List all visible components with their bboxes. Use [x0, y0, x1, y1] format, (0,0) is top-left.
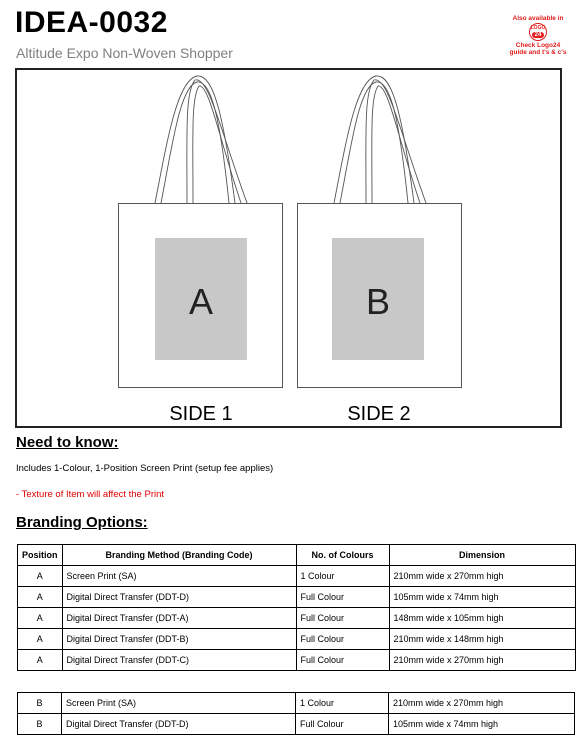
colours-cell: Full Colour [296, 714, 389, 735]
position-cell: A [18, 587, 63, 608]
colours-cell: Full Colour [296, 587, 389, 608]
product-name: Altitude Expo Non-Woven Shopper [16, 45, 233, 61]
method-cell: Digital Direct Transfer (DDT-D) [62, 714, 296, 735]
table-row [18, 566, 576, 587]
product-code: IDEA-0032 [15, 6, 168, 39]
method-cell: Digital Direct Transfer (DDT-C) [62, 650, 296, 671]
dimension-cell: 210mm wide x 270mm high [389, 566, 575, 587]
column-header: Branding Method (Branding Code) [62, 545, 296, 566]
logo24-badge [504, 15, 572, 56]
column-header: Dimension [389, 545, 575, 566]
colours-cell: Full Colour [296, 650, 389, 671]
table-row [18, 587, 576, 608]
logo24-icon [529, 23, 547, 41]
table-row [18, 629, 576, 650]
side-1-label: SIDE 1 [169, 403, 233, 425]
colours-cell: 1 Colour [296, 566, 389, 587]
dimension-cell: 105mm wide x 74mm high [389, 587, 575, 608]
need-to-know-heading: Need to know: [16, 434, 119, 451]
position-cell: A [18, 629, 63, 650]
method-cell: Digital Direct Transfer (DDT-A) [62, 608, 296, 629]
position-cell: B [18, 714, 62, 735]
table-row [18, 693, 575, 714]
logo24-bottom-text-1: Check Logo24 [515, 42, 561, 49]
position-cell: A [18, 566, 63, 587]
dimension-cell: 148mm wide x 105mm high [389, 608, 575, 629]
need-to-know-line-1: Includes 1-Colour, 1-Position Screen Print (setup fee applies) [16, 463, 274, 474]
table-row [18, 650, 576, 671]
method-cell: Digital Direct Transfer (DDT-D) [62, 587, 296, 608]
position-cell: B [18, 693, 62, 714]
dimension-cell: 210mm wide x 270mm high [389, 650, 575, 671]
column-header: Position [18, 545, 63, 566]
print-letter-b: B [365, 281, 391, 322]
side-2-label: SIDE 2 [347, 403, 411, 425]
logo24-badge-num: 24 [532, 32, 544, 38]
position-cell: A [18, 608, 63, 629]
column-header: No. of Colours [296, 545, 389, 566]
print-letter-a: A [188, 281, 214, 322]
logo24-top-text: Also available in [512, 15, 564, 22]
tote-bag-icon [296, 72, 464, 390]
table-header-row [18, 545, 576, 566]
colours-cell: 1 Colour [296, 693, 389, 714]
branding-table-b [17, 692, 575, 735]
need-to-know-line-2: - Texture of Item will affect the Print [16, 489, 165, 500]
method-cell: Screen Print (SA) [62, 566, 296, 587]
colours-cell: Full Colour [296, 608, 389, 629]
dimension-cell: 210mm wide x 270mm high [389, 693, 575, 714]
bag-side-2 [296, 72, 464, 390]
branding-options-heading: Branding Options: [16, 514, 148, 531]
table-row [18, 608, 576, 629]
dimension-cell: 105mm wide x 74mm high [389, 714, 575, 735]
branding-table-a [17, 544, 576, 671]
dimension-cell: 210mm wide x 148mm high [389, 629, 575, 650]
bag-side-1 [117, 72, 285, 390]
method-cell: Digital Direct Transfer (DDT-B) [62, 629, 296, 650]
logo24-bottom-text-2: guide and t's & c's [509, 49, 567, 56]
product-preview-frame [15, 68, 562, 428]
method-cell: Screen Print (SA) [62, 693, 296, 714]
position-cell: A [18, 650, 63, 671]
logo24-badge-text: LOGO [530, 25, 546, 31]
colours-cell: Full Colour [296, 629, 389, 650]
tote-bag-icon [117, 72, 285, 390]
table-row [18, 714, 575, 735]
